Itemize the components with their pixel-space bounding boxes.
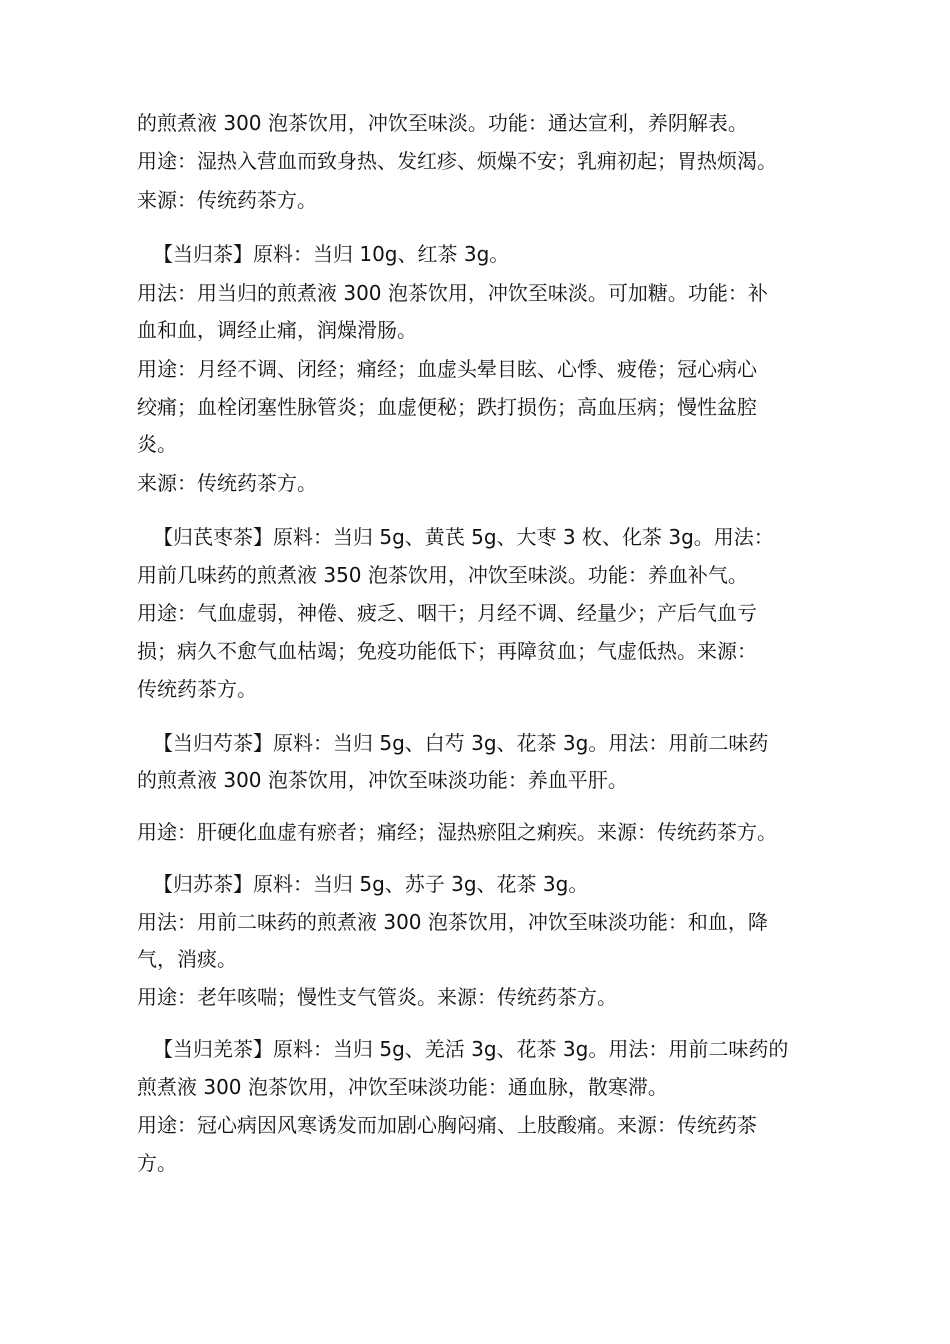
text-line: 用途：月经不调、闭经；痛经；血虚头晕目眩、心悸、疲倦；冠心病心 [137, 357, 757, 381]
text-line: 方。 [137, 1151, 177, 1175]
text-line: 用法：用前二味药的煎煮液 300 泡茶饮用，冲饮至味淡功能：和血，降 [137, 910, 768, 934]
text-line: 绞痛；血栓闭塞性脉管炎；血虚便秘；跌打损伤；高血压病；慢性盆腔 [137, 395, 757, 419]
recipe-heading-line: 【当归茶】原料：当归 10g、红茶 3g。 [153, 242, 510, 266]
text-line: 炎。 [137, 432, 177, 456]
recipe-heading-line: 【当归羌茶】原料：当归 5g、羌活 3g、花茶 3g。用法：用前二味药的 [153, 1037, 789, 1061]
text-line: 传统药茶方。 [137, 677, 257, 701]
text-line: 用途：冠心病因风寒诱发而加剧心胸闷痛、上肢酸痛。来源：传统药茶 [137, 1113, 757, 1137]
text-line: 的煎煮液 300 泡茶饮用，冲饮至味淡功能：养血平肝。 [137, 768, 628, 792]
text-line: 血和血，调经止痛，润燥滑肠。 [137, 318, 417, 342]
recipe-heading-line: 【当归芍茶】原料：当归 5g、白芍 3g、花茶 3g。用法：用前二味药 [153, 731, 769, 755]
text-line: 用途：湿热入营血而致身热、发红疹、烦燥不安；乳痈初起；胃热烦渴。 [137, 149, 777, 173]
text-line: 煎煮液 300 泡茶饮用，冲饮至味淡功能：通血脉，散寒滞。 [137, 1075, 668, 1099]
recipe-heading-line: 【归芪枣茶】原料：当归 5g、黄芪 5g、大枣 3 枚、化茶 3g。用法： [153, 525, 774, 549]
text-line: 来源：传统药茶方。 [137, 188, 317, 212]
text-line: 用途：肝硬化血虚有瘀者；痛经；湿热瘀阻之痢疾。来源：传统药茶方。 [137, 820, 777, 844]
text-line: 用前几味药的煎煮液 350 泡茶饮用，冲饮至味淡。功能：养血补气。 [137, 563, 748, 587]
text-line: 用途：老年咳喘；慢性支气管炎。来源：传统药茶方。 [137, 985, 617, 1009]
text-line: 损；病久不愈气血枯竭；免疫功能低下；再障贫血；气虚低热。来源： [137, 639, 757, 663]
recipe-heading-line: 【归苏茶】原料：当归 5g、苏子 3g、花茶 3g。 [153, 872, 589, 896]
text-line: 的煎煮液 300 泡茶饮用，冲饮至味淡。功能：通达宣利，养阴解表。 [137, 111, 748, 135]
text-line: 来源：传统药茶方。 [137, 471, 317, 495]
text-line: 用途：气血虚弱，神倦、疲乏、咽干；月经不调、经量少；产后气血亏 [137, 601, 757, 625]
text-line: 气，消痰。 [137, 947, 237, 971]
text-line: 用法：用当归的煎煮液 300 泡茶饮用，冲饮至味淡。可加糖。功能：补 [137, 281, 768, 305]
